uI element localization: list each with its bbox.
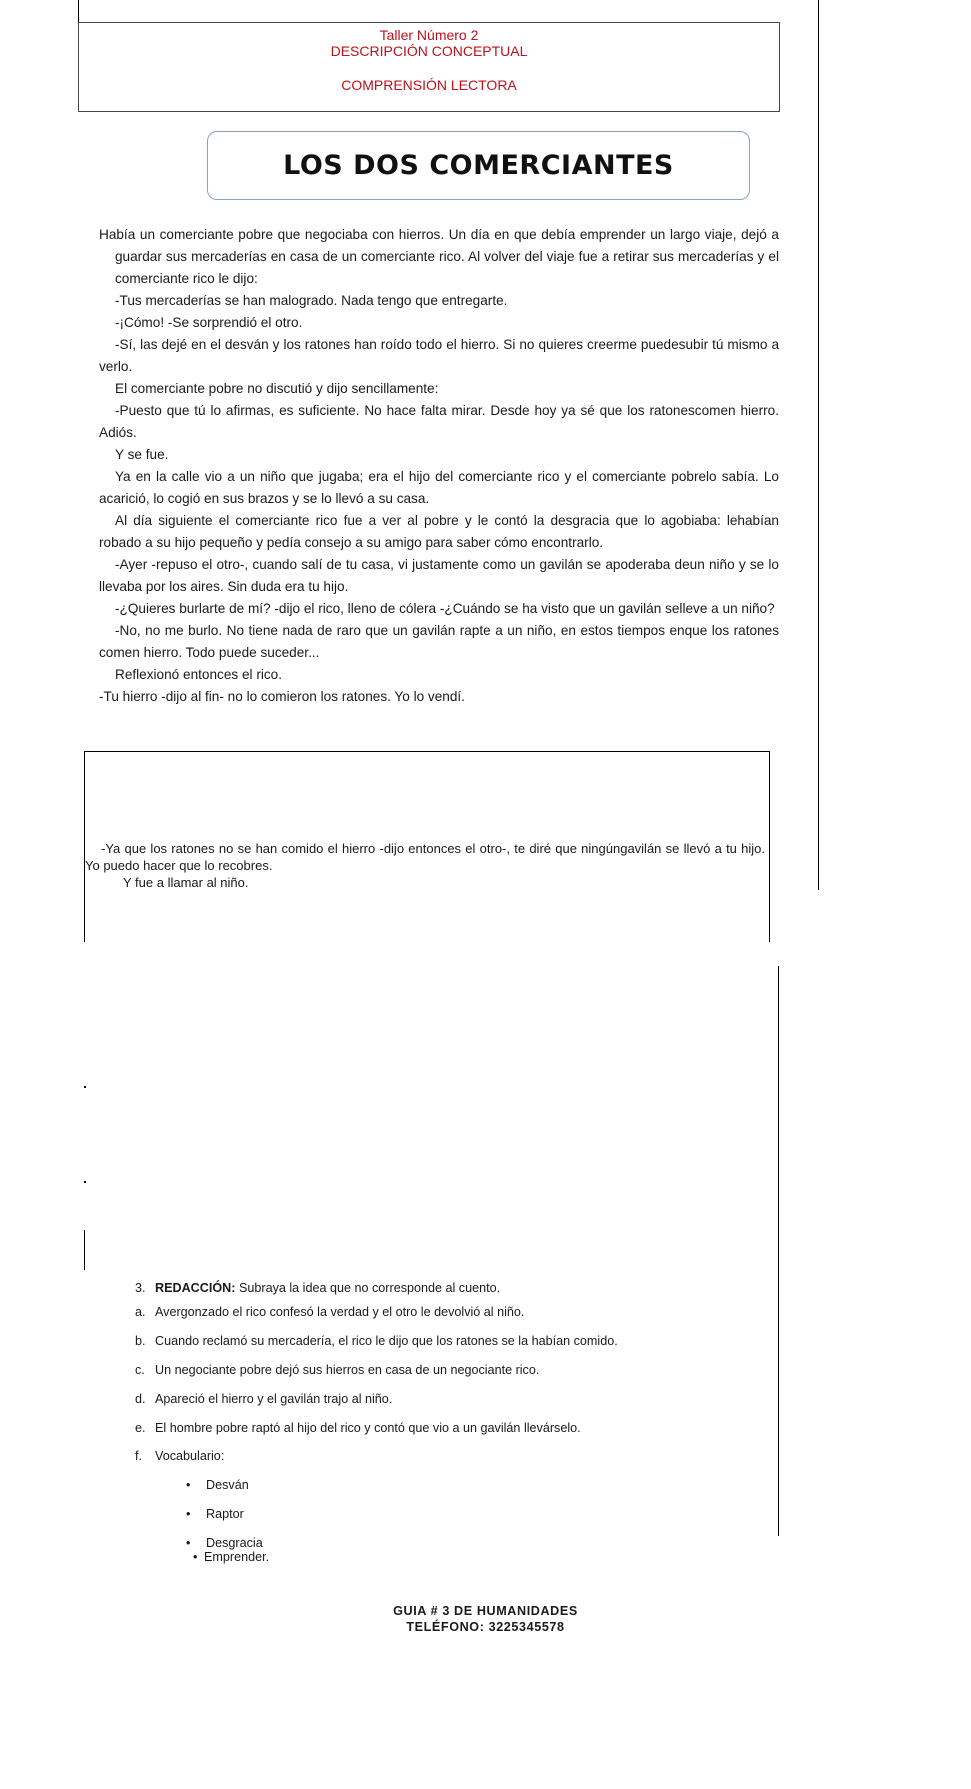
- vocabulary-heading: [135, 1448, 224, 1464]
- option-letter: a.: [135, 1305, 146, 1319]
- story-paragraph: Reflexionó entonces el rico.: [115, 667, 282, 682]
- story-paragraph: Y se fue.: [115, 447, 169, 462]
- vocab-word: Desván: [206, 1478, 249, 1492]
- header-section: COMPRENSIÓN LECTORA: [341, 77, 517, 93]
- ending-paragraph: Y fue a llamar al niño.: [123, 875, 249, 890]
- answer-option-a: [135, 1304, 524, 1320]
- story-paragraph: Había un comerciante pobre que negociaba con hierros. Un día en que debía emprender un largo viaje, dejó a guardar sus mercaderías en casa de un comerciante rico. Al volver del viaje fue a retirar sus mercaderías y el comerciante rico le dijo:: [99, 227, 779, 286]
- story-paragraph: -Puesto que tú lo afirmas, es suficiente. No hace falta mirar. Desde hoy ya sé que los ratonescomen hierro. Adiós.: [99, 403, 779, 440]
- bullet-icon: •: [186, 1478, 191, 1492]
- question-3: [135, 1280, 500, 1296]
- bullet-icon: •: [193, 1550, 198, 1564]
- option-letter: b.: [135, 1334, 146, 1348]
- scan-dot: [84, 1181, 86, 1183]
- story-paragraph: -¡Cómo! -Se sorprendió el otro.: [115, 315, 303, 330]
- bullet-icon: •: [186, 1536, 191, 1550]
- option-letter: e.: [135, 1421, 146, 1435]
- story-paragraph: -Ayer -repuso el otro-, cuando salí de tu casa, vi justamente como un gavilán se apoderaba deun niño y se lo llevaba por los aires. Sin duda era tu hijo.: [99, 557, 779, 594]
- question-text: Subraya la idea que no corresponde al cuento.: [238, 1281, 501, 1295]
- question-label: REDACCIÓN:: [155, 1281, 236, 1295]
- scan-dot: [84, 1086, 86, 1088]
- ending-paragraph: -Ya que los ratones no se han comido el hierro -dijo entonces el otro-, te diré que ningúngavilán se llevó a tu hijo. Yo puedo hacer que lo recobres.: [85, 841, 765, 873]
- header-subject: DESCRIPCIÓN CONCEPTUAL: [330, 43, 528, 59]
- vocab-item: [193, 1549, 269, 1565]
- header-box: [78, 22, 780, 112]
- option-text: Cuando reclamó su mercadería, el rico le dijo que los ratones se la habían comido.: [155, 1334, 618, 1348]
- story-paragraph: -Tus mercaderías se han malogrado. Nada tengo que entregarte.: [115, 293, 508, 308]
- scan-border-left-lower: [84, 1230, 85, 1270]
- option-letter: c.: [135, 1363, 145, 1377]
- answer-option-c: [135, 1362, 539, 1378]
- story-paragraph: -Tu hierro -dijo al fin- no lo comieron los ratones. Yo lo vendí.: [99, 689, 465, 704]
- footer-guide: GUIA # 3 DE HUMANIDADES: [393, 1604, 578, 1618]
- answer-option-d: [135, 1391, 392, 1407]
- bullet-icon: •: [186, 1507, 191, 1521]
- story-text: [99, 224, 779, 708]
- story-paragraph: -¿Quieres burlarte de mí? -dijo el rico, lleno de cólera -¿Cuándo se ha visto que un gavilán selleve a un niño?: [115, 601, 775, 616]
- story-title: LOS DOS COMERCIANTES: [283, 150, 674, 181]
- option-text: Vocabulario:: [155, 1449, 225, 1463]
- story-paragraph: -Sí, las dejé en el desván y los ratones han roído todo el hierro. Si no quieres creerme puedesubir tú mismo a verlo.: [99, 337, 779, 374]
- story-paragraph: -No, no me burlo. No tiene nada de raro que un gavilán rapte a un niño, en estos tiempos enque los ratones comen hierro. Todo puede suceder...: [99, 623, 779, 660]
- story-paragraph: El comerciante pobre no discutió y dijo sencillamente:: [115, 381, 439, 396]
- header-workshop-number: Taller Número 2: [379, 27, 479, 43]
- scan-border-right-lower: [778, 966, 779, 1536]
- story-title-box: [207, 131, 750, 200]
- vocab-word: Emprender.: [204, 1550, 270, 1564]
- answer-option-e: [135, 1420, 581, 1436]
- story-ending-text: [85, 840, 765, 891]
- footer-phone: TELÉFONO: 3225345578: [406, 1620, 565, 1634]
- answer-option-b: [135, 1333, 618, 1349]
- vocab-word: Desgracia: [206, 1536, 263, 1550]
- story-paragraph: Al día siguiente el comerciante rico fue a ver al pobre y le contó la desgracia que lo agobiaba: lehabían robado a su hijo pequeño y pedía consejo a su amigo para saber cómo encontrarlo.: [99, 513, 779, 550]
- option-letter: f.: [135, 1449, 142, 1463]
- story-paragraph: Ya en la calle vio a un niño que jugaba; era el hijo del comerciante rico y el comerciante pobrelo sabía. Lo acarició, lo cogió en sus brazos y se lo llevó a su casa.: [99, 469, 779, 506]
- vocab-item: [186, 1477, 249, 1493]
- option-letter: d.: [135, 1392, 146, 1406]
- vocab-word: Raptor: [206, 1507, 244, 1521]
- vocab-item: [186, 1506, 244, 1522]
- page-border-right: [818, 0, 819, 890]
- option-text: Avergonzado el rico confesó la verdad y el otro le devolvió al niño.: [155, 1305, 525, 1319]
- option-text: Apareció el hierro y el gavilán trajo al niño.: [155, 1392, 393, 1406]
- option-text: El hombre pobre raptó al hijo del rico y contó que vio a un gavilán llevárselo.: [155, 1421, 581, 1435]
- question-number: 3.: [135, 1281, 146, 1295]
- option-text: Un negociante pobre dejó sus hierros en casa de un negociante rico.: [155, 1363, 540, 1377]
